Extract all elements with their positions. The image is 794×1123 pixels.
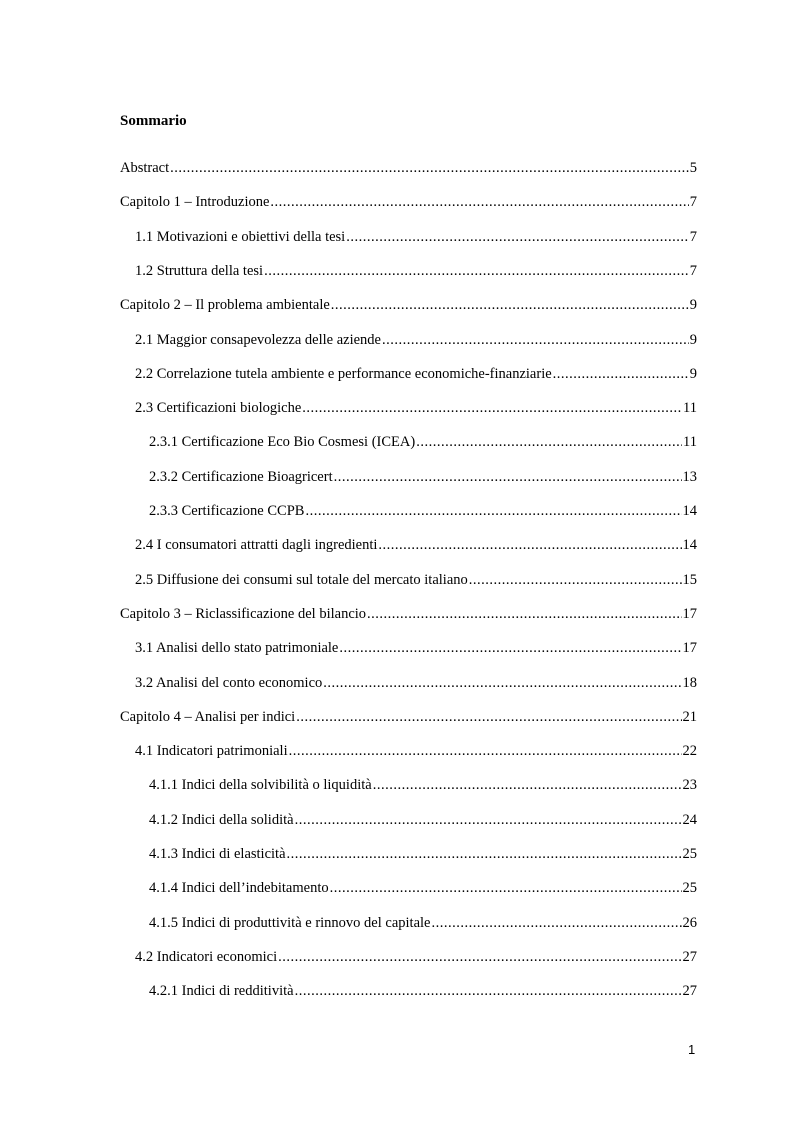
toc-entry-label: 4.2 Indicatori economici xyxy=(135,948,278,965)
toc-entry-label: Capitolo 2 – Il problema ambientale xyxy=(120,297,330,314)
toc-entry[interactable] xyxy=(135,229,697,246)
toc-entry[interactable] xyxy=(135,949,697,966)
toc-leader-dots xyxy=(331,297,689,314)
toc-entry-label: 3.2 Analisi del conto economico xyxy=(135,674,323,691)
toc-entry[interactable] xyxy=(149,846,697,863)
toc-entry-label: Capitolo 1 – Introduzione xyxy=(120,194,270,211)
toc-entry-page: 9 xyxy=(689,365,697,382)
toc-entry[interactable] xyxy=(149,503,697,520)
toc-entry-label: 4.2.1 Indici di redditività xyxy=(149,983,294,1000)
toc-leader-dots xyxy=(264,263,689,280)
toc-leader-dots xyxy=(553,366,689,383)
toc-entry-page: 17 xyxy=(682,605,697,622)
toc-entry-page: 14 xyxy=(682,503,697,519)
page-number: 1 xyxy=(688,1042,696,1057)
toc-leader-dots xyxy=(378,537,681,554)
toc-entry-label: 2.2 Correlazione tutela ambiente e performance economiche-finanziarie xyxy=(135,365,552,382)
toc-entry-page: 9 xyxy=(689,297,697,314)
toc-entry-page: 23 xyxy=(682,777,697,794)
toc-entry-label: 2.3.1 Certificazione Eco Bio Cosmesi (ICEA) xyxy=(149,434,416,451)
toc-leader-dots xyxy=(382,332,689,349)
toc-entry-label: 1.1 Motivazioni e obiettivi della tesi xyxy=(135,228,346,245)
toc-entry-label: 2.3 Certificazioni biologiche xyxy=(135,400,302,417)
toc-title: Sommario xyxy=(120,113,187,129)
toc-entry-label: 2.3.3 Certificazione CCPB xyxy=(149,503,305,519)
toc-entry-label: 4.1.1 Indici della solvibilità o liquidità xyxy=(149,777,372,794)
toc-entry[interactable] xyxy=(120,160,697,177)
toc-entry[interactable] xyxy=(149,880,697,897)
toc-entry-page: 13 xyxy=(682,468,697,485)
toc-entry-label: 4.1 Indicatori patrimoniali xyxy=(135,743,288,760)
toc-leader-dots xyxy=(346,229,689,246)
toc-entry-label: 1.2 Struttura della tesi xyxy=(135,262,264,279)
toc-leader-dots xyxy=(305,503,681,520)
toc-entry[interactable] xyxy=(120,297,697,314)
toc-entry[interactable] xyxy=(149,983,697,1000)
toc-entry-page: 24 xyxy=(682,811,697,828)
toc-leader-dots xyxy=(323,675,681,692)
toc-entry-page: 7 xyxy=(689,228,697,245)
toc-entry-label: Capitolo 4 – Analisi per indici xyxy=(120,708,296,725)
toc-leader-dots xyxy=(270,194,688,211)
toc-leader-dots xyxy=(302,400,682,417)
toc-entry-label: 3.1 Analisi dello stato patrimoniale xyxy=(135,640,339,657)
toc-entry-page: 17 xyxy=(682,640,697,657)
toc-entry-page: 5 xyxy=(689,160,697,176)
toc-entry-label: 2.4 I consumatori attratti dagli ingredienti xyxy=(135,537,378,554)
toc-entry-page: 18 xyxy=(682,674,697,691)
toc-leader-dots xyxy=(373,777,682,794)
toc-entry-page: 7 xyxy=(689,262,697,279)
toc-entry[interactable] xyxy=(120,709,697,726)
toc-entry[interactable] xyxy=(135,332,697,349)
toc-entry-label: 2.5 Diffusione dei consumi sul totale del mercato italiano xyxy=(135,571,468,588)
toc-entry[interactable] xyxy=(135,675,697,692)
toc-entry-label: 2.1 Maggior consapevolezza delle aziende xyxy=(135,331,381,348)
toc-leader-dots xyxy=(334,469,682,486)
toc-leader-dots xyxy=(469,572,682,589)
toc-leader-dots xyxy=(330,880,682,897)
toc-leader-dots xyxy=(295,812,682,829)
toc-entry-page: 15 xyxy=(682,571,697,588)
toc-entry[interactable] xyxy=(135,263,697,280)
toc-leader-dots xyxy=(431,915,681,932)
toc-entry[interactable] xyxy=(149,434,697,451)
toc-leader-dots xyxy=(295,983,682,1000)
toc-entry-label: 4.1.3 Indici di elasticità xyxy=(149,846,286,862)
toc-entry[interactable] xyxy=(135,366,697,383)
toc-entry-label: 4.1.2 Indici della solidità xyxy=(149,811,294,828)
toc-entry-label: 4.1.4 Indici dell’indebitamento xyxy=(149,880,329,897)
toc-entry-page: 27 xyxy=(682,983,697,1000)
toc-leader-dots xyxy=(339,640,681,657)
toc-leader-dots xyxy=(367,606,681,623)
toc-entry-label: Abstract xyxy=(120,160,170,176)
toc-entry[interactable] xyxy=(135,400,697,417)
toc-entry-page: 11 xyxy=(683,400,697,417)
toc-entry[interactable] xyxy=(120,606,697,623)
toc-entry[interactable] xyxy=(149,915,697,932)
toc-entry[interactable] xyxy=(135,537,697,554)
toc-entry[interactable] xyxy=(149,469,697,486)
toc-leader-dots xyxy=(289,743,682,760)
toc-entry[interactable] xyxy=(149,812,697,829)
toc-entry-label: Capitolo 3 – Riclassificazione del bilancio xyxy=(120,605,367,622)
toc-leader-dots xyxy=(296,709,681,726)
toc-entry-page: 11 xyxy=(683,434,697,451)
toc-entry[interactable] xyxy=(120,194,697,211)
toc-leader-dots xyxy=(170,160,689,177)
toc-entry-page: 22 xyxy=(682,743,697,760)
toc-leader-dots xyxy=(416,434,682,451)
toc-entry-label: 2.3.2 Certificazione Bioagricert xyxy=(149,468,333,485)
toc-entry[interactable] xyxy=(135,640,697,657)
toc-entry-label: 4.1.5 Indici di produttività e rinnovo del capitale xyxy=(149,914,431,931)
toc-entry-page: 26 xyxy=(682,914,697,931)
toc-entry[interactable] xyxy=(135,743,697,760)
toc-entry-page: 25 xyxy=(682,880,697,897)
toc-leader-dots xyxy=(278,949,681,966)
toc-entry-page: 27 xyxy=(682,948,697,965)
toc-entry[interactable] xyxy=(135,572,697,589)
toc-entry-page: 9 xyxy=(689,331,697,348)
toc-entry-page: 25 xyxy=(682,846,697,862)
toc-entry-page: 14 xyxy=(682,537,697,554)
toc-entry-page: 7 xyxy=(689,194,697,211)
toc-entry[interactable] xyxy=(149,777,697,794)
toc-leader-dots xyxy=(287,846,682,863)
toc-entry-page: 21 xyxy=(682,708,697,725)
